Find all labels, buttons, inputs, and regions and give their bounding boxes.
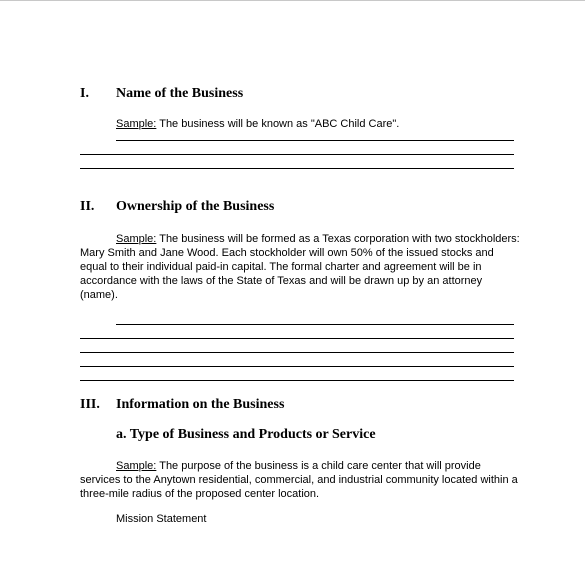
section-1-title: Name of the Business (116, 86, 244, 101)
section-2-title: Ownership of the Business (116, 199, 275, 214)
section-3a-sample (80, 459, 520, 501)
section-2-numeral: II. (80, 199, 95, 214)
answer-line (80, 352, 514, 353)
subsection-a-title: a. Type of Business and Products or Service (116, 427, 376, 442)
sample-label: Sample: (116, 118, 157, 130)
page-top-border (0, 0, 585, 1)
answer-line (116, 324, 514, 325)
sample-label: Sample: (116, 460, 157, 472)
section-3-numeral: III. (80, 397, 100, 412)
section-3-title: Information on the Business (116, 397, 285, 412)
sample-text: The business will be known as "ABC Child Care". (159, 118, 400, 130)
answer-line (80, 338, 514, 339)
section-1-sample (116, 117, 516, 131)
answer-line (80, 168, 514, 169)
next-heading-partial: Mission Statement (116, 513, 207, 525)
sample-text: The purpose of the business is a child care center that will provide services to the Anytown residential, commercial, and industrial community located within a three-mile radius of the proposed center location. (80, 460, 518, 500)
section-2-sample (80, 232, 520, 302)
sample-text: The business will be formed as a Texas corporation with two stockholders: Mary Smith and Jane Wood. Each stockholder will own 50% of the issued stocks and equal to their individual paid-in capital. The formal charter and agreement will be in accordance with the laws of the State of Texas and will be drawn up by an attorney (name). (80, 233, 520, 301)
answer-line (80, 380, 514, 381)
section-1-numeral: I. (80, 86, 89, 101)
answer-line (80, 154, 514, 155)
sample-label: Sample: (116, 233, 157, 245)
answer-line (80, 366, 514, 367)
answer-line (116, 140, 514, 141)
